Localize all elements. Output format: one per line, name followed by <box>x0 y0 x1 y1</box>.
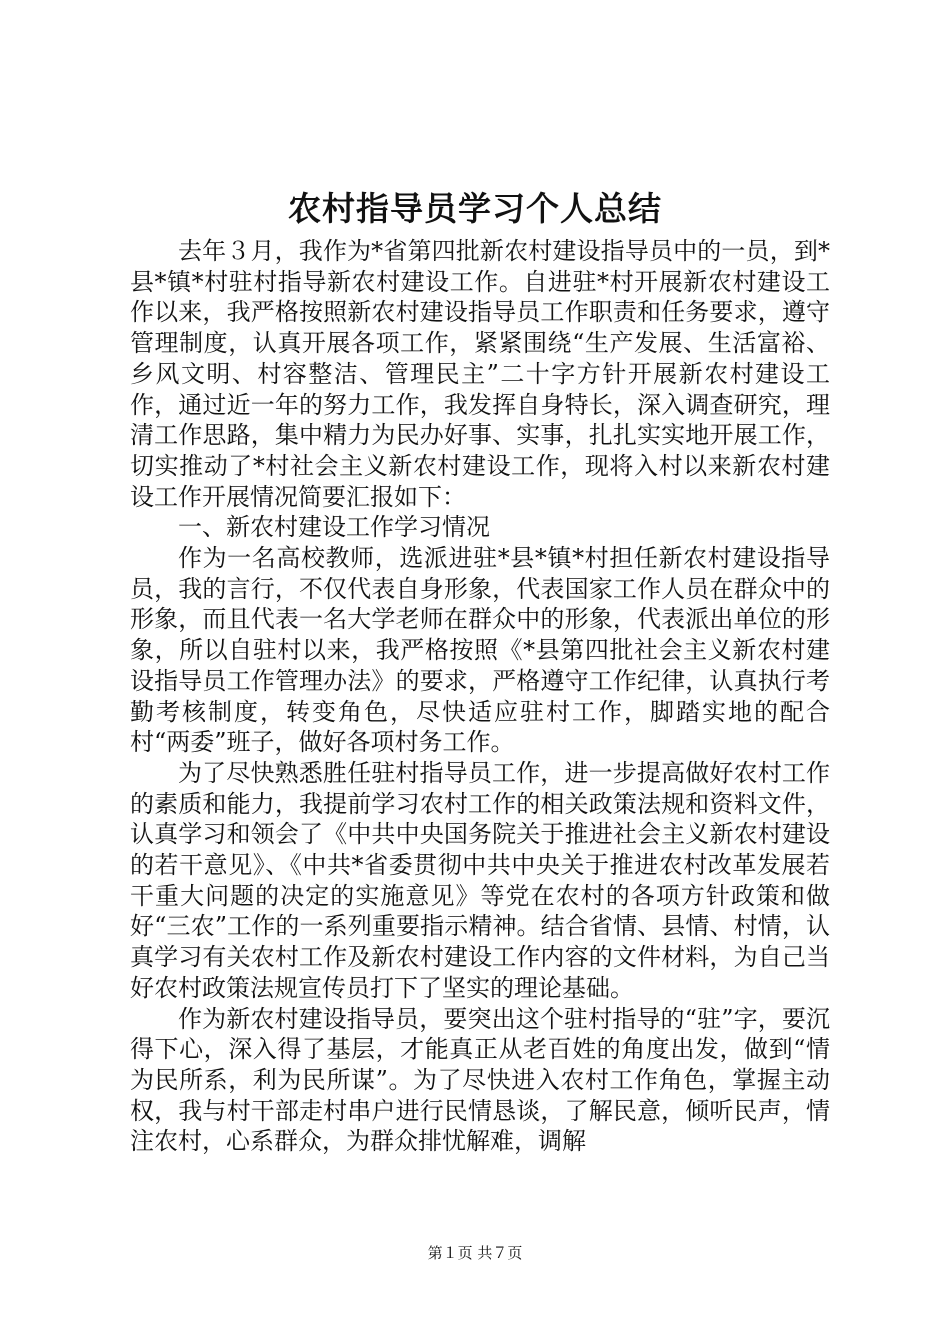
page-footer: 第１页 共７页 <box>427 1244 523 1262</box>
document-body <box>130 236 830 1157</box>
paragraph-intro: 去年３月，我作为*省第四批新农村建设指导员中的一员，到*县*镇*村驻村指导新农村建设工作。自进驻*村开展新农村建设工作以来，我严格按照新农村建设指导员工作职责和任务要求，遵守管理制度，认真开展各项工作，紧紧围绕“生产发展、生活富裕、乡风文明、村容整洁、管理民主”二十字方针开展新农村建设工作，通过近一年的努力工作，我发挥自身特长，深入调查研究，理清工作思路，集中精力为民办好事、实事，扎扎实实地开展工作，切实推动了*村社会主义新农村建设工作，现将入村以来新农村建设工作开展情况简要汇报如下： <box>130 237 830 511</box>
section-heading: 一、新农村建设工作学习情况 <box>178 513 490 542</box>
paragraph-role: 作为一名高校教师，选派进驻*县*镇*村担任新农村建设指导员，我的言行，不仅代表自身形象，代表国家工作人员在群众中的形象，而且代表一名大学老师在群众中的形象，代表派出单位的形象，所以自驻村以来，我严格按照《*县第四批社会主义新农村建设指导员工作管理办法》的要求，严格遵守工作纪律，认真执行考勤考核制度，转变角色，尽快适应驻村工作，脚踏实地的配合村“两委”班子，做好各项村务工作。 <box>130 544 830 757</box>
paragraph-study: 为了尽快熟悉胜任驻村指导员工作，进一步提高做好农村工作的素质和能力，我提前学习农村工作的相关政策法规和资料文件，认真学习和领会了《中共中央国务院关于推进社会主义新农村建设的若干意见》、《中共*省委贯彻中共中央关于推进农村改革发展若干重大问题的决定的实施意见》等党在农村的各项方针政策和做好“三农”工作的一系列重要指示精神。结合省情、县情、村情，认真学习有关农村工作及新农村建设工作内容的文件材料，为自己当好农村政策法规宣传员打下了坚实的理论基础。 <box>130 758 830 1002</box>
document-title: 农村指导员学习个人总结 <box>288 189 662 228</box>
paragraph-residency: 作为新农村建设指导员，要突出这个驻村指导的“驻”字，要沉得下心，深入得了基层，才能真正从老百姓的角度出发，做到“情为民所系，利为民所谋”。为了尽快进入农村工作角色，掌握主动权，我与村干部走村串户进行民情恳谈，了解民意，倾听民声，情注农村，心系群众，为群众排忧解难，调解 <box>130 1004 830 1156</box>
